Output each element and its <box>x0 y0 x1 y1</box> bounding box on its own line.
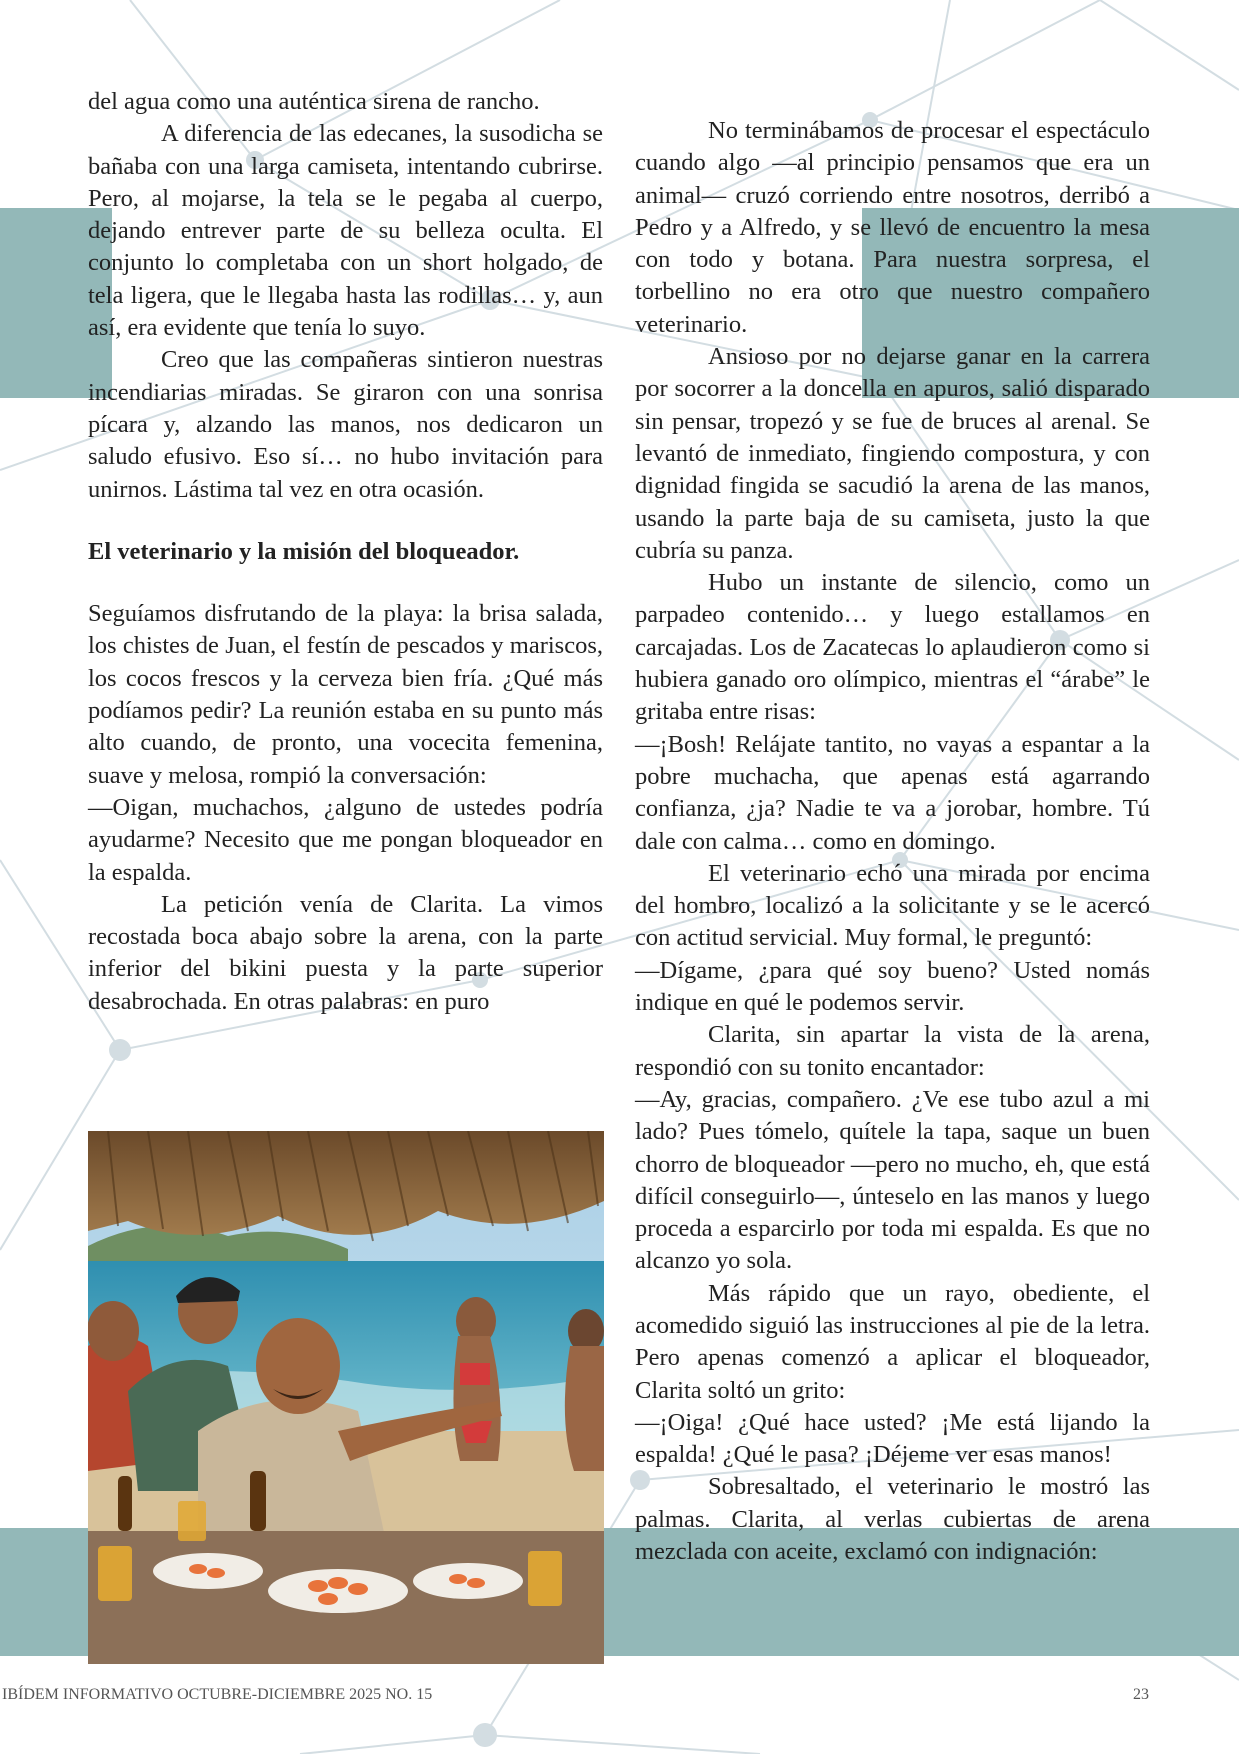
paragraph: Clarita, sin apartar la vista de la arena, respondió con su tonito encantador: <box>635 1021 1150 1081</box>
dialogue-line: —Oigan, muchachos, ¿alguno de ustedes podría ayudarme? Necesito que me pongan bloqueador en la espalda. <box>88 793 603 886</box>
left-column <box>88 86 603 1018</box>
section-heading: El veterinario y la misión del bloqueador. <box>88 537 520 565</box>
paragraph: Seguíamos disfrutando de la playa: la brisa salada, los chistes de Juan, el festín de pescados y mariscos, los cocos frescos y la cerveza bien fría. ¿Qué más podíamos pedir? La reunión estaba en su punto más alto cuando, de pronto, una vocecita femenina, suave y melosa, rompió la conversación: <box>88 600 603 789</box>
dialogue-line: —Dígame, ¿para qué soy bueno? Usted nomás indique en qué le podemos servir. <box>635 956 1150 1017</box>
paragraph: La petición venía de Clarita. La vimos recostada boca abajo sobre la arena, con la parte inferior del bikini puesta y la parte superior desabrochada. En otras palabras: en puro <box>88 890 603 1015</box>
paragraph: Ansioso por no dejarse ganar en la carrera por socorrer a la doncella en apuros, salió disparado sin pensar, tropezó y se fue de bruces al arenal. Se levantó de inmediato, fingiendo compostura, y con dignidad fingida se sacudió la arena de las manos, usando la parte baja de su camiseta, justo la que cubría su panza. <box>635 343 1150 564</box>
paragraph: Sobresaltado, el veterinario le mostró las palmas. Clarita, al verlas cubiertas de arena mezclada con aceite, exclamó con indignación: <box>635 1473 1150 1566</box>
paragraph: El veterinario echó una mirada por encima del hombro, localizó a la solicitante y se le acercó con actitud servicial. Muy formal, le preguntó: <box>635 859 1150 952</box>
footer-publication-info: IBÍDEM INFORMATIVO OCTUBRE-DICIEMBRE 2025 NO. 15 <box>2 1686 433 1703</box>
paragraph: Hubo un instante de silencio, como un parpadeo contenido… y luego estallamos en carcajadas. Los de Zacatecas lo aplaudieron como si hubiera ganado oro olímpico, mientras el “árabe” le gritaba entre risas: <box>635 569 1150 726</box>
dialogue-line: —Ay, gracias, compañero. ¿Ve ese tubo azul a mi lado? Pues tómelo, quítele la tapa, saque un buen chorro de bloqueador —pero no mucho, eh, que está difícil conseguirlo—, únteselo en las manos y luego proceda a esparcirlo por toda mi espalda. Es que no alcanzo yo sola. <box>635 1085 1150 1275</box>
paragraph: A diferencia de las edecanes, la susodicha se bañaba con una larga camiseta, intentando cubrirse. Pero, al mojarse, la tela se le pegaba al cuerpo, dejando entrever parte de su belleza oculta. El conjunto lo completaba con un short holgado, de tela ligera, que le llegaba hasta las rodillas… y, aun así, era evidente que tenía lo suyo. <box>88 120 603 342</box>
paragraph: Creo que las compañeras sintieron nuestras incendiarias miradas. Se giraron con una sonrisa pícara y, alzando las manos, nos dedicaron un saludo efusivo. Eso sí… no hubo invitación para unirnos. Lástima tal vez en otra ocasión. <box>88 346 603 503</box>
paragraph: No terminábamos de procesar el espectáculo cuando algo —al principio pensamos que era un animal— cruzó corriendo entre nosotros, derribó a Pedro y a Alfredo, y se llevó de encuentro la mesa con todo y botana. Para nuestra sorpresa, el torbellino no era otro que nuestro compañero veterinario. <box>635 117 1150 338</box>
beach-party-photo <box>88 1131 604 1664</box>
dialogue-line: —¡Oiga! ¿Qué hace usted? ¡Me está lijando la espalda! ¿Qué le pasa? ¡Déjeme ver esas manos! <box>635 1408 1150 1469</box>
dialogue-line: —¡Bosh! Relájate tantito, no vayas a espantar a la pobre muchacha, que apenas está agarrando confianza, ¿ja? Nadie te va a jorobar, hombre. Tú dale con calma… como en domingo. <box>635 730 1150 855</box>
right-column <box>635 115 1150 1568</box>
paragraph: Más rápido que un rayo, obediente, el acomedido siguió las instrucciones al pie de la letra. Pero apenas comenzó a aplicar el bloqueador, Clarita soltó un grito: <box>635 1279 1150 1404</box>
paragraph: del agua como una auténtica sirena de rancho. <box>88 88 540 115</box>
page-number: 23 <box>1133 1686 1149 1703</box>
